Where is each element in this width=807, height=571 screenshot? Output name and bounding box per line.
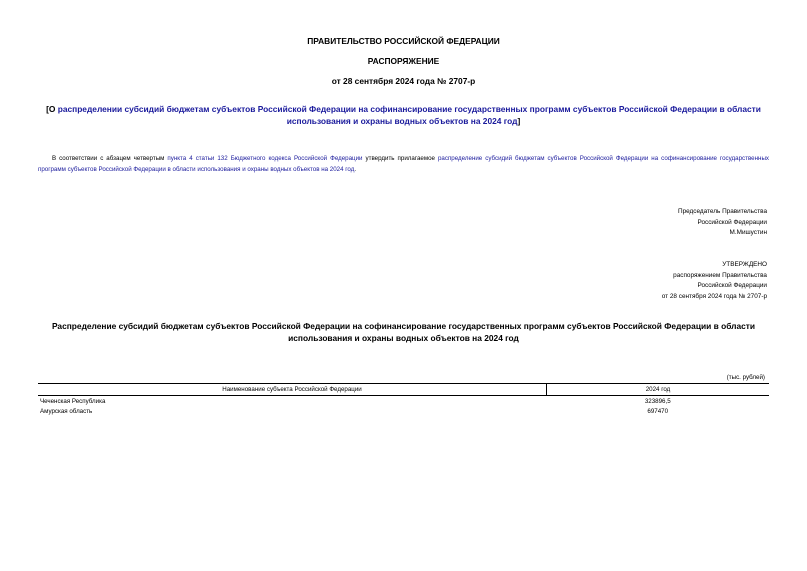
document-date-number: от 28 сентября 2024 года № 2707-р xyxy=(331,76,476,86)
distribution-table xyxy=(38,383,769,416)
distribution-title: Распределение субсидий бюджетам субъектов Российской Федерации на софинансирование государственных программ субъектов Российской Федерации в области использования и охраны водных объектов на 2024 год xyxy=(51,321,756,343)
body-text-3: . xyxy=(354,166,357,173)
approved-line-3: Российской Федерации xyxy=(697,282,767,289)
column-header-subject: Наименование субъекта Российской Федерации xyxy=(38,384,547,396)
row-amount: 323896,5 xyxy=(644,397,671,405)
column-header-year: 2024 год xyxy=(547,384,770,396)
row-amount: 697470 xyxy=(647,407,669,415)
title-open-bracket: [О xyxy=(46,104,58,114)
distribution-link[interactable]: распределение субсидий бюджетам субъектов Российской Федерации на софинансирование государственных программ субъектов Российской Федерации в области использования и охраны водных объектов на 2024 год xyxy=(38,155,769,173)
signature-line-2: Российской Федерации xyxy=(697,218,767,226)
title-link[interactable]: распределении субсидий бюджетам субъектов Российской Федерации на софинансирование государственных программ субъектов Российской Федерации в области использования и охраны водных объектов на 2024 год xyxy=(57,104,761,126)
body-paragraph xyxy=(38,153,769,175)
unit-label: (тыс. рублей) xyxy=(726,374,765,381)
title-close-bracket: ] xyxy=(517,116,521,126)
approved-line-1: УТВЕРЖДЕНО xyxy=(722,261,767,268)
table-row xyxy=(38,406,769,416)
body-text-1: В соответствии с абзацем четвертым xyxy=(52,155,168,162)
signature-name: М.Мишустин xyxy=(729,229,767,236)
table-row xyxy=(38,396,769,407)
table-header-row xyxy=(38,384,769,396)
document-type-heading: РАСПОРЯЖЕНИЕ xyxy=(367,56,440,66)
document-title xyxy=(38,103,769,127)
row-subject-name: Амурская область xyxy=(40,407,93,415)
body-text-2: утвердить прилагаемое xyxy=(362,155,438,162)
signature-line-1: Председатель Правительства xyxy=(678,208,767,215)
signature-block xyxy=(678,207,767,239)
row-subject-name: Чеченская Республика xyxy=(40,397,106,405)
approved-line-2: распоряжением Правительства xyxy=(673,271,767,279)
budget-code-link[interactable]: пункта 4 статьи 132 Бюджетного кодекса Российской Федерации xyxy=(167,155,363,162)
approved-line-4: от 28 сентября 2024 года № 2707-р xyxy=(661,292,767,300)
approved-stamp-block xyxy=(662,260,767,302)
government-heading: ПРАВИТЕЛЬСТВО РОССИЙСКОЙ ФЕДЕРАЦИИ xyxy=(307,36,500,46)
